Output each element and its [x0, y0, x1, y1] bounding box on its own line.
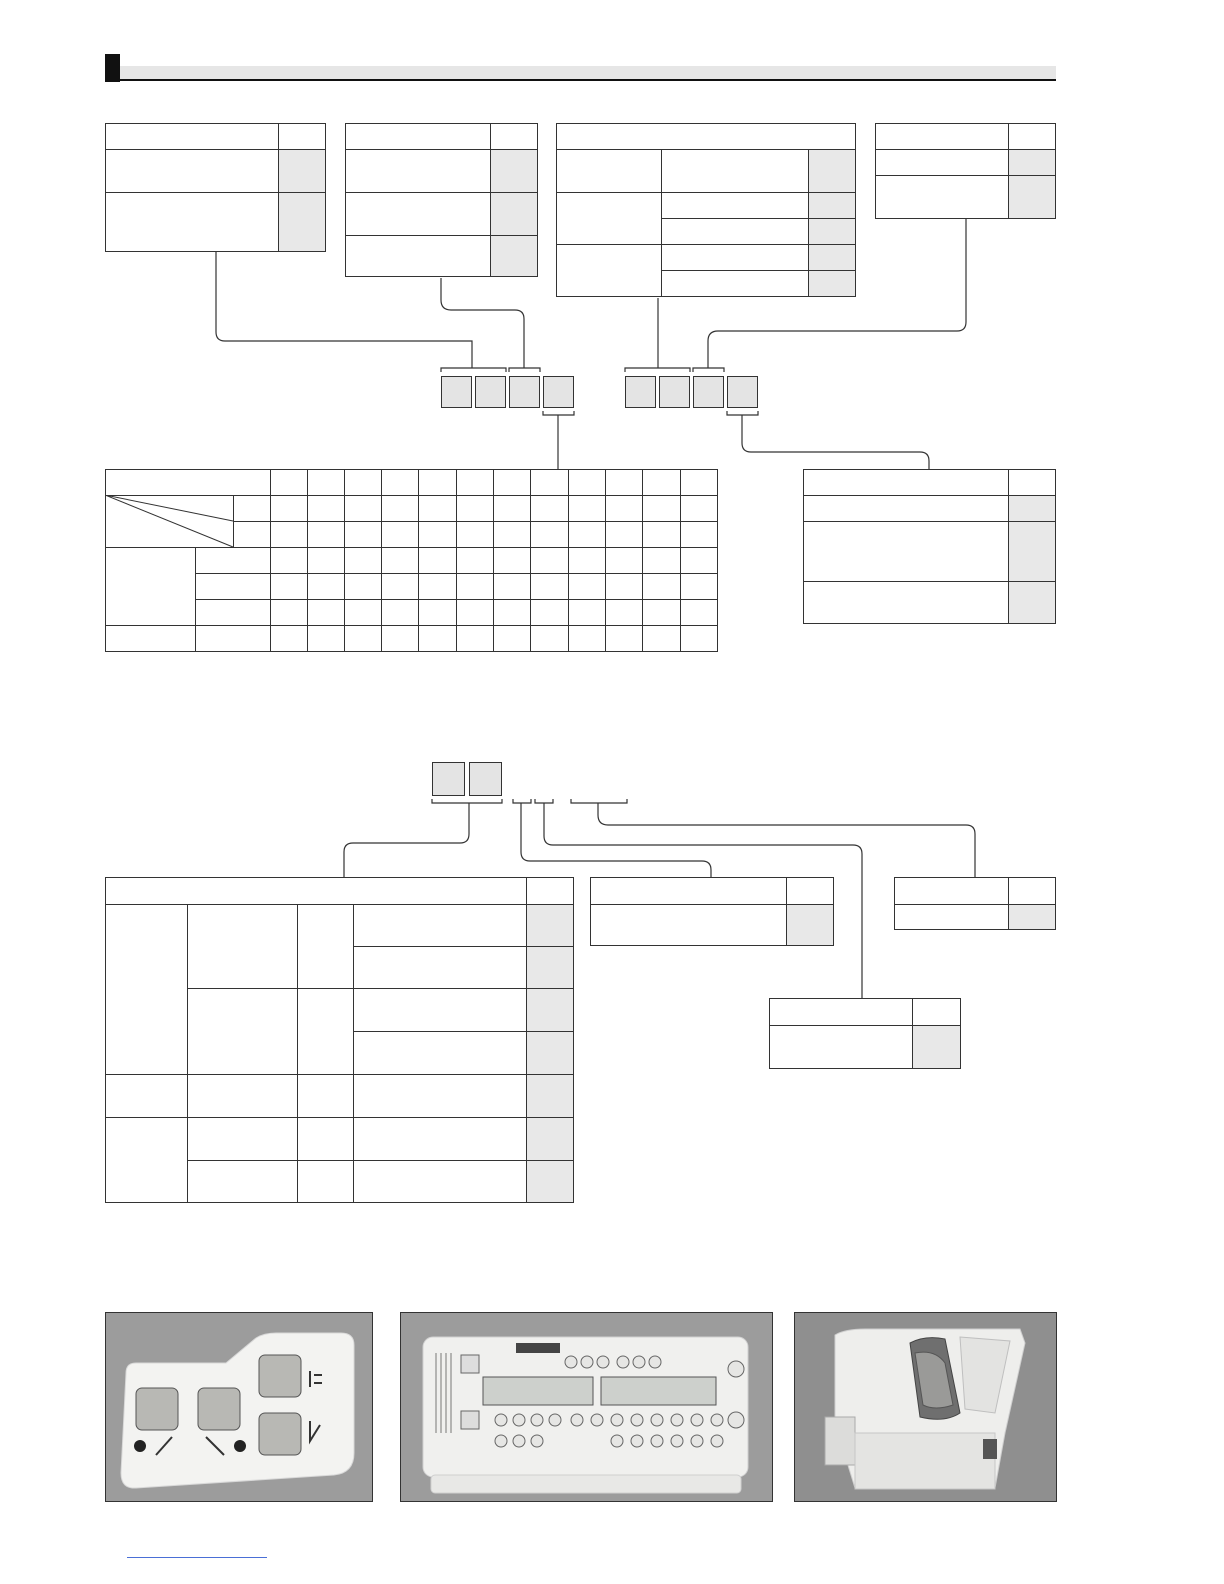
control-panel-illustration	[401, 1313, 773, 1502]
control-panel-photo	[400, 1312, 773, 1502]
operation-panel-illustration	[106, 1313, 373, 1502]
footer-link-underline	[127, 1557, 267, 1558]
control-box-photo	[794, 1312, 1057, 1502]
operation-panel-photo	[105, 1312, 373, 1502]
control-box-illustration	[795, 1313, 1057, 1502]
